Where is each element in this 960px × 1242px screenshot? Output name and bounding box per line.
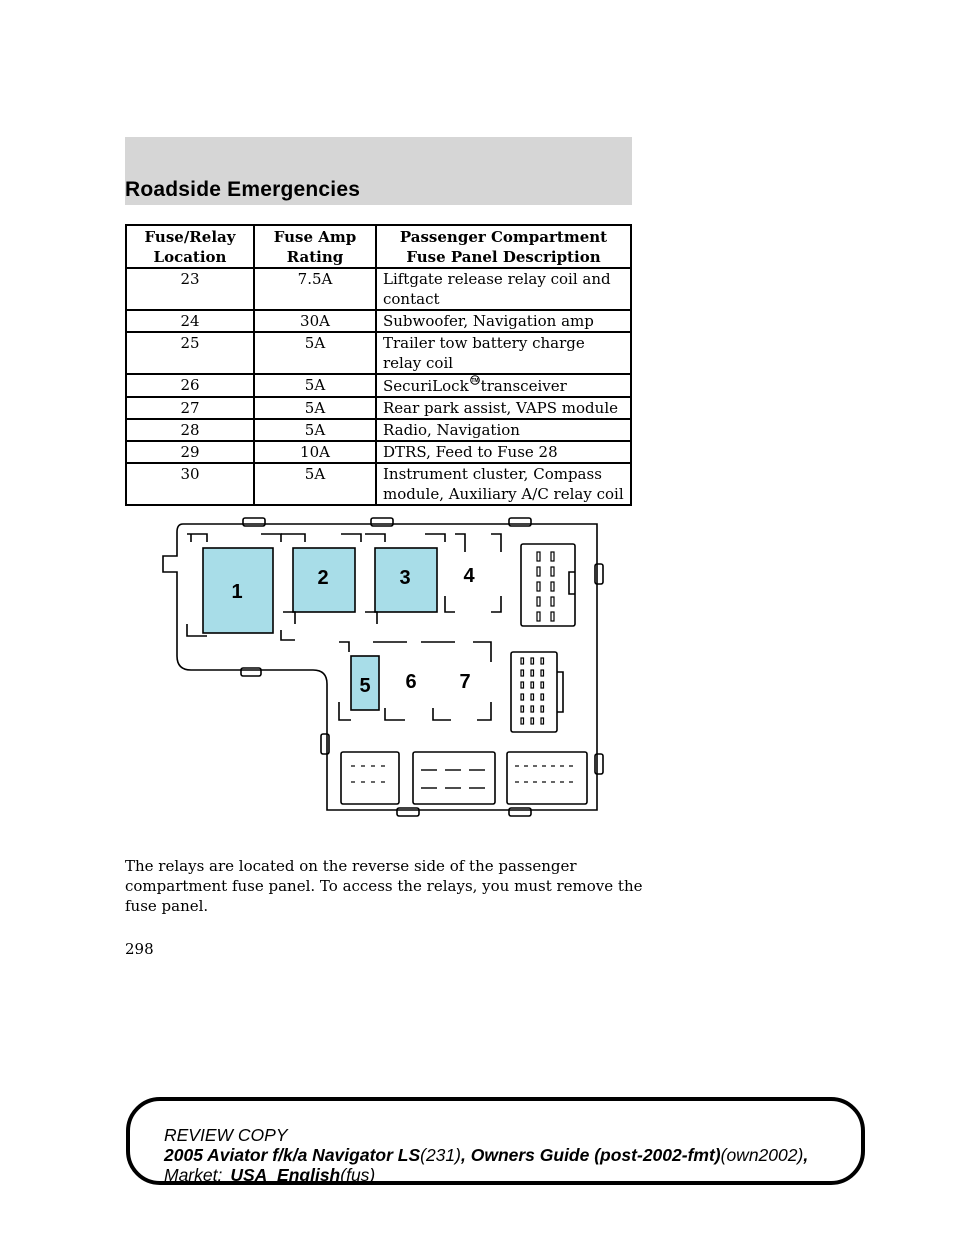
connector-pins <box>537 552 554 621</box>
cell-description <box>376 374 631 397</box>
connector-pins <box>515 766 573 782</box>
svg-text:TM: TM <box>471 378 479 384</box>
socket-bracket <box>281 534 305 542</box>
cell-rating: 30A <box>254 310 376 332</box>
cell-description: Trailer tow battery charge relay coil <box>376 332 631 374</box>
cell-rating: 10A <box>254 441 376 463</box>
connector-latch <box>557 672 563 712</box>
column-header-description: Passenger Compartment Fuse Panel Description <box>376 225 631 268</box>
socket-bracket <box>491 596 501 612</box>
table-row <box>126 268 631 310</box>
footer-vehicle-code: (231) <box>420 1145 461 1165</box>
socket-bracket <box>365 612 377 624</box>
page-number: 298 <box>125 940 154 958</box>
connector-pins <box>421 770 485 788</box>
relay-6-label: 6 <box>405 671 417 693</box>
table-row <box>126 332 631 374</box>
connector-latch <box>569 572 575 594</box>
table-row <box>126 397 631 419</box>
relay-7-label: 7 <box>459 671 471 693</box>
connector-block <box>507 752 587 804</box>
socket-bracket <box>187 534 207 542</box>
cell-rating: 5A <box>254 374 376 397</box>
table-row <box>126 441 631 463</box>
connector-block <box>413 752 495 804</box>
cell-rating: 5A <box>254 332 376 374</box>
footer-separator: , <box>460 1145 471 1165</box>
connector-block <box>521 544 575 626</box>
transceiver-text: transceiver <box>480 377 567 395</box>
socket-bracket <box>283 612 295 624</box>
cell-description: Instrument cluster, Compass module, Auxiliary A/C relay coil <box>376 463 631 505</box>
trademark-icon <box>469 377 481 395</box>
cell-location: 28 <box>126 419 254 441</box>
socket-bracket <box>261 534 281 542</box>
column-header-rating: Fuse Amp Rating <box>254 225 376 268</box>
socket-bracket <box>339 702 351 720</box>
footer-market-label: Market: <box>164 1165 223 1185</box>
cell-description: Radio, Navigation <box>376 419 631 441</box>
section-title: Roadside Emergencies <box>125 178 361 201</box>
connector-pins <box>351 766 385 782</box>
table-header-row <box>126 225 631 268</box>
table-row <box>126 463 631 505</box>
footer-review-copy: REVIEW COPY <box>164 1125 288 1145</box>
column-header-location: Fuse/Relay Location <box>126 225 254 268</box>
table-row <box>126 374 631 397</box>
socket-bracket <box>385 708 405 720</box>
cell-location: 23 <box>126 268 254 310</box>
socket-bracket <box>491 534 501 552</box>
relay-2-label: 2 <box>317 567 329 589</box>
footer-guide-code: (own2002) <box>720 1145 804 1165</box>
connector-pins <box>521 658 544 724</box>
caption-text: The relays are located on the reverse side of the passenger compartment fuse panel. To access the relays, you must remove the fuse panel. <box>125 857 643 915</box>
footer-line-2 <box>164 1145 808 1165</box>
socket-bracket <box>455 534 465 552</box>
table-row <box>126 419 631 441</box>
footer-market: USA_English <box>230 1165 341 1185</box>
cell-description: Rear park assist, VAPS module <box>376 397 631 419</box>
relay-5-label: 5 <box>359 675 371 697</box>
socket-bracket <box>339 642 349 652</box>
footer-separator-2: , <box>803 1145 809 1165</box>
socket-bracket <box>281 630 295 640</box>
cell-description: Liftgate release relay coil and contact <box>376 268 631 310</box>
cell-location: 30 <box>126 463 254 505</box>
cell-rating: 7.5A <box>254 268 376 310</box>
relay-4-label: 4 <box>463 565 475 587</box>
socket-bracket <box>477 702 491 720</box>
relay-panel-diagram <box>155 512 615 826</box>
cell-location: 26 <box>126 374 254 397</box>
cell-location: 27 <box>126 397 254 419</box>
cell-location: 24 <box>126 310 254 332</box>
cell-rating: 5A <box>254 463 376 505</box>
cell-location: 25 <box>126 332 254 374</box>
footer-line-3 <box>164 1165 808 1185</box>
footer-text <box>164 1125 808 1185</box>
footer-vehicle: 2005 Aviator f/k/a Navigator LS <box>164 1145 421 1165</box>
socket-bracket <box>341 534 361 542</box>
table-row <box>126 310 631 332</box>
cell-location: 29 <box>126 441 254 463</box>
cell-rating: 5A <box>254 419 376 441</box>
footer-guide: Owners Guide (post-2002-fmt) <box>470 1145 721 1165</box>
connector-block <box>341 752 399 804</box>
relay-1-label: 1 <box>231 581 243 603</box>
securilock-text: SecuriLock <box>383 377 469 395</box>
relay-3-label: 3 <box>399 567 411 589</box>
cell-rating: 5A <box>254 397 376 419</box>
cell-description: DTRS, Feed to Fuse 28 <box>376 441 631 463</box>
socket-bracket <box>445 596 455 612</box>
socket-bracket <box>433 708 451 720</box>
footer-market-code: (fus) <box>340 1165 376 1185</box>
socket-bracket <box>365 534 385 542</box>
cell-description: Subwoofer, Navigation amp <box>376 310 631 332</box>
fuse-table <box>125 224 632 506</box>
socket-bracket <box>425 534 445 542</box>
socket-bracket <box>473 642 491 662</box>
